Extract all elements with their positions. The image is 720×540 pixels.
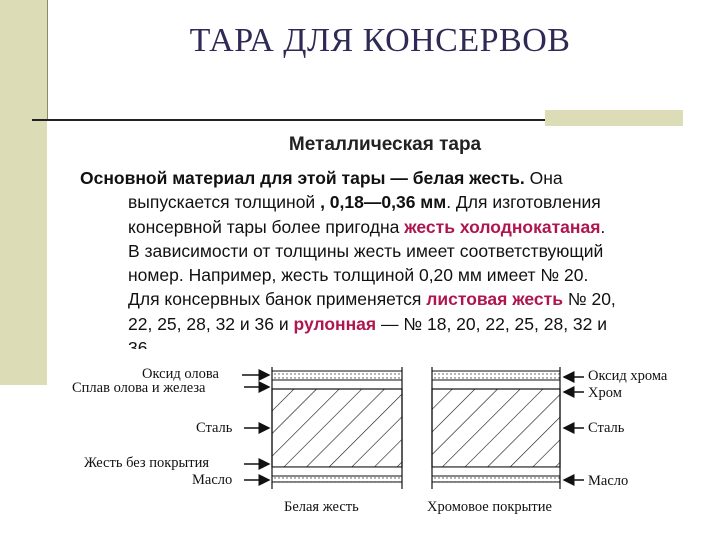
label-tin-iron-alloy: Сплав олова и железа <box>72 380 206 396</box>
label-chrome-oxide: Оксид хрома <box>588 368 668 384</box>
text-line-4: В зависимости от толщины жесть имеет соответствующий <box>128 240 604 261</box>
slide-subtitle: Металлическая тара <box>288 134 482 155</box>
chrome-oxide-layer <box>432 371 560 380</box>
text-cold-rolled: жесть холоднокатаная <box>404 216 601 237</box>
steel-layer-right <box>432 389 560 467</box>
white-tin-block <box>272 367 402 489</box>
slide-title: ТАРА ДЛЯ КОНСЕРВОВ <box>189 22 571 59</box>
caption-white-tin: Белая жесть <box>284 499 359 515</box>
text-main-material: Основной материал для этой тары — белая жесть. <box>80 168 525 188</box>
tin-oxide-layer <box>272 371 402 380</box>
text-line-5: номер. Например, жесть толщиной 0,20 мм имеет № 20. <box>128 265 589 286</box>
text-segment: — № 18, 20, 22, 25, 28, 32 и <box>376 313 608 334</box>
alloy-layer <box>272 380 402 389</box>
underline-accent-box <box>545 110 683 126</box>
text-line-2 <box>80 190 700 214</box>
text-segment: выпускается толщиной <box>128 192 316 213</box>
text-line-6 <box>80 287 700 311</box>
label-chrome: Хром <box>588 385 622 401</box>
steel-layer <box>272 389 402 467</box>
label-oil-right: Масло <box>588 473 629 489</box>
accent-divider-line <box>47 0 48 120</box>
text-sheet-tin: листовая жесть <box>426 289 563 310</box>
text-line-7 <box>80 312 700 336</box>
label-uncoated-tin: Жесть без покрытия <box>84 455 210 471</box>
text-segment: 22, 25, 28, 32 и 36 и <box>128 313 294 334</box>
text-segment: . <box>600 216 606 237</box>
oil-layer <box>272 476 402 482</box>
text-segment: . Для изготовления <box>446 192 601 213</box>
alloy-layer-bottom <box>272 467 402 476</box>
label-oil-left: Масло <box>192 472 233 488</box>
text-thickness: , 0,18—0,36 мм <box>315 192 447 213</box>
chrome-coating-block <box>432 367 560 489</box>
text-segment: Для консервных банок применяется <box>128 289 427 310</box>
label-tin-oxide: Оксид олова <box>142 366 219 382</box>
text-segment: консервной тары более пригодна <box>128 216 405 237</box>
label-steel-right: Сталь <box>588 420 625 436</box>
chrome-layer <box>432 380 560 389</box>
text-line-3 <box>80 215 700 239</box>
body-paragraph <box>80 166 700 360</box>
tinplate-diagram <box>62 349 692 523</box>
chrome-layer-bottom <box>432 467 560 476</box>
label-steel-left: Сталь <box>196 420 233 436</box>
text-roll-tin: рулонная <box>293 313 377 334</box>
text-segment: № 20, <box>562 289 616 310</box>
caption-chrome-coating: Хромовое покрытие <box>427 499 552 515</box>
text-segment: Она <box>524 168 563 188</box>
oil-layer-right <box>432 476 560 482</box>
